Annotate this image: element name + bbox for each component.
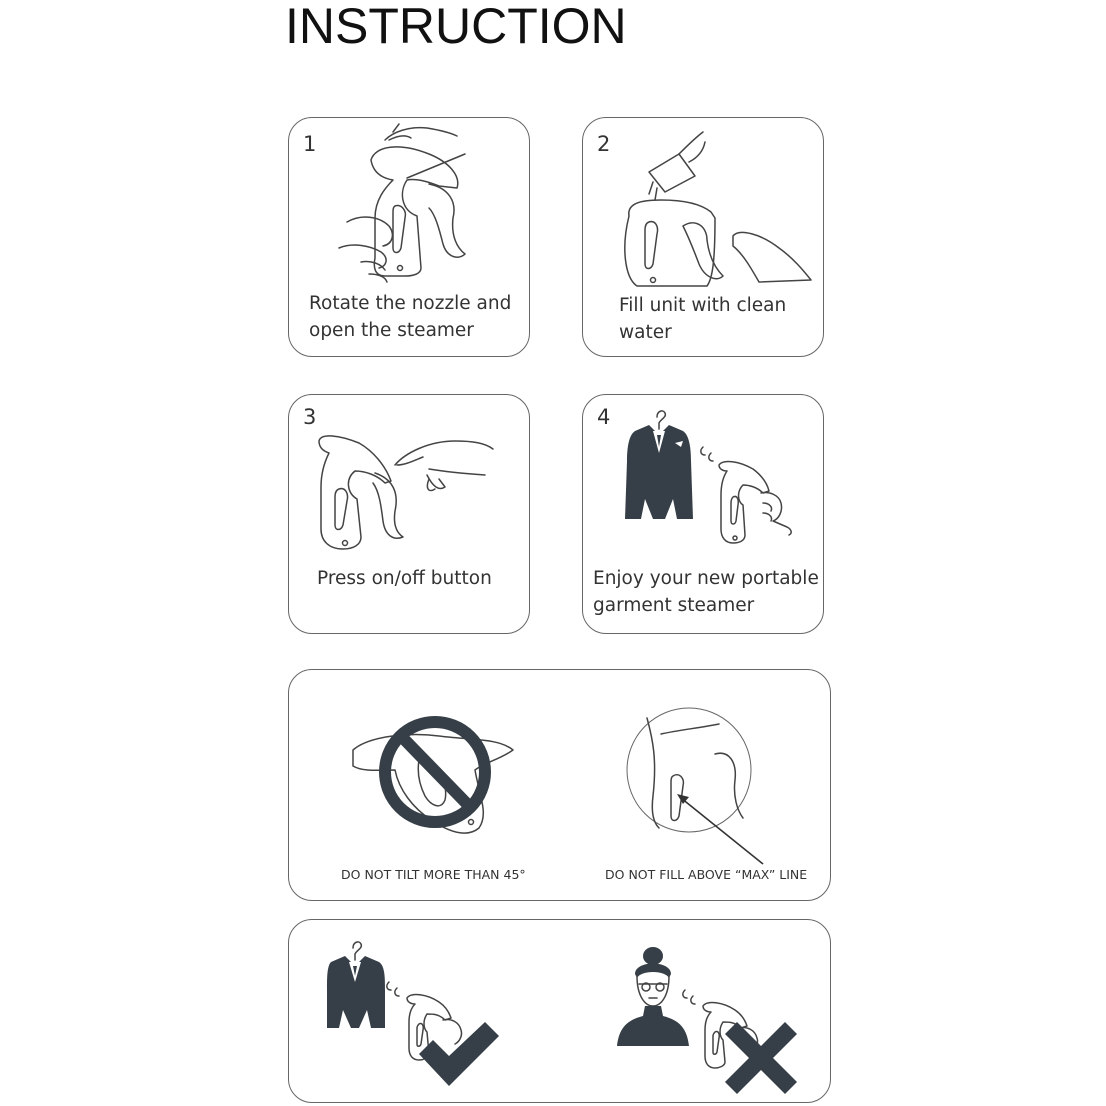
- step-number: 3: [303, 405, 317, 429]
- step-number: 1: [303, 132, 317, 156]
- tilt-warning: DO NOT TILT MORE THAN 45°: [341, 867, 526, 882]
- step-number: 2: [597, 132, 611, 156]
- step-caption-line: open the steamer: [309, 320, 474, 341]
- page-title: INSTRUCTION: [285, 0, 627, 54]
- warnings-panel: [288, 669, 831, 901]
- cross-mark-icon: [723, 1020, 799, 1096]
- check-mark-icon: [415, 1020, 505, 1090]
- step-caption-line: Fill unit with clean: [619, 295, 787, 316]
- step-caption: [619, 292, 786, 346]
- finger-pressing-button-icon: [289, 395, 531, 635]
- max-line-icon: [619, 700, 819, 890]
- usage-panel: [288, 919, 831, 1103]
- step-caption: [317, 565, 492, 592]
- step-caption-line: garment steamer: [593, 595, 755, 616]
- step-caption-line: Rotate the nozzle and: [309, 293, 512, 314]
- step-caption-line: water: [619, 322, 672, 343]
- step-card-2: [582, 117, 824, 357]
- step-number: 4: [597, 405, 611, 429]
- step-card-3: [288, 394, 530, 634]
- fill-warning: DO NOT FILL ABOVE “MAX” LINE: [605, 867, 808, 882]
- step-caption-line: Press on/off button: [317, 568, 492, 589]
- step-caption-line: Enjoy your new portable: [593, 568, 819, 589]
- step-card-1: [288, 117, 530, 357]
- step-caption: [309, 290, 511, 344]
- step-caption: [593, 565, 819, 619]
- step-card-4: [582, 394, 824, 634]
- no-tilt-icon: [339, 710, 559, 860]
